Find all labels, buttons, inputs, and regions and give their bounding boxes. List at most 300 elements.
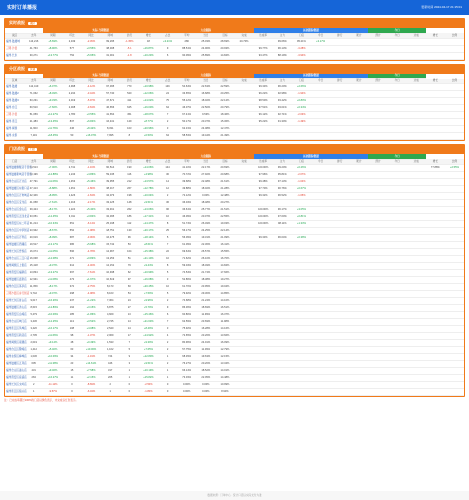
table-cell bbox=[426, 241, 445, 248]
column-header[interactable]: 同比 bbox=[82, 159, 101, 164]
column-header[interactable]: 排行 bbox=[330, 79, 349, 84]
column-header[interactable]: 主力 bbox=[273, 79, 292, 84]
table-row[interactable] bbox=[5, 199, 464, 206]
column-header[interactable]: 完成 bbox=[235, 159, 254, 164]
table-cell bbox=[445, 297, 464, 304]
row-name[interactable]: 福州永泰区樟城店 bbox=[5, 353, 24, 360]
column-header[interactable]: 达成 bbox=[407, 79, 426, 84]
table-cell bbox=[292, 374, 311, 381]
column-header[interactable]: 会员 bbox=[120, 159, 139, 164]
table-cell: +10.04% bbox=[139, 192, 158, 199]
table-cell: 14.10% bbox=[215, 297, 234, 304]
column-header[interactable]: 主力 bbox=[273, 33, 292, 38]
table-row[interactable] bbox=[5, 290, 464, 297]
row-name[interactable]: 福州闽侯区南通店 bbox=[5, 339, 24, 346]
column-header[interactable]: 门店 bbox=[292, 33, 311, 38]
table-cell: 20.93% bbox=[215, 45, 234, 52]
column-header[interactable]: 当日 bbox=[196, 159, 215, 164]
column-header[interactable]: 当日 bbox=[196, 79, 215, 84]
column-header[interactable]: 占比 bbox=[158, 33, 177, 38]
column-header[interactable]: 增长 bbox=[139, 79, 158, 84]
table-row[interactable] bbox=[5, 283, 464, 290]
table-row[interactable] bbox=[5, 367, 464, 374]
table-cell bbox=[349, 297, 368, 304]
column-header[interactable]: 环比 bbox=[62, 33, 81, 38]
table-cell bbox=[349, 248, 368, 255]
table-cell bbox=[368, 220, 387, 227]
column-header[interactable]: 战区 bbox=[5, 33, 24, 38]
table-row[interactable] bbox=[5, 98, 464, 105]
column-header[interactable]: 平均 bbox=[177, 33, 196, 38]
table-row[interactable] bbox=[5, 311, 464, 318]
row-name[interactable]: 三明·沙县 bbox=[5, 112, 24, 119]
table-row[interactable] bbox=[5, 325, 464, 332]
column-header[interactable]: 占比 bbox=[158, 159, 177, 164]
table-cell: 34,073 bbox=[101, 192, 120, 199]
table-cell: 2,349 bbox=[62, 38, 81, 45]
table-cell bbox=[235, 262, 254, 269]
table-cell: 20.68% bbox=[215, 171, 234, 178]
column-group: 实际·当期数据 bbox=[43, 28, 158, 33]
row-name[interactable]: 福州闽侯区上街店 bbox=[5, 262, 24, 269]
table-cell: 96.22% bbox=[254, 91, 273, 98]
column-header[interactable]: 增长 bbox=[139, 33, 158, 38]
row-name[interactable]: 福州连江区凤城店 bbox=[5, 325, 24, 332]
table-cell bbox=[254, 374, 273, 381]
table-row[interactable] bbox=[5, 339, 464, 346]
table-cell: 72.65% bbox=[177, 332, 196, 339]
column-header[interactable]: 环比 bbox=[62, 79, 81, 84]
column-header[interactable]: 今日 bbox=[311, 79, 330, 84]
table-cell bbox=[407, 192, 426, 199]
section-tag[interactable]: 门店 bbox=[30, 148, 36, 151]
table-cell bbox=[407, 255, 426, 262]
table-cell bbox=[445, 304, 464, 311]
section-tag[interactable]: 战区 bbox=[30, 22, 36, 25]
column-header[interactable]: 增长 bbox=[139, 159, 158, 164]
table-row[interactable] bbox=[5, 255, 464, 262]
table-cell: 30 bbox=[158, 171, 177, 178]
table-cell: 68.39% bbox=[177, 353, 196, 360]
table-cell: 12,931 bbox=[24, 276, 43, 283]
table-cell: 10 bbox=[158, 213, 177, 220]
column-header[interactable]: 比例 bbox=[445, 159, 464, 164]
table-row[interactable] bbox=[5, 192, 464, 199]
table-row[interactable] bbox=[5, 119, 464, 126]
table-cell: 0 bbox=[120, 381, 139, 388]
row-name[interactable]: 福州长乐区吾悦店 bbox=[5, 248, 24, 255]
column-header[interactable]: 区域 bbox=[5, 79, 24, 84]
column-header[interactable]: 门店 bbox=[5, 159, 24, 164]
table-row[interactable] bbox=[5, 206, 464, 213]
column-header[interactable]: 同期 bbox=[43, 33, 62, 38]
column-header[interactable]: 门店 bbox=[292, 79, 311, 84]
table-cell bbox=[330, 248, 349, 255]
table-cell: 23.95% bbox=[196, 283, 215, 290]
table-cell bbox=[407, 339, 426, 346]
section-tag[interactable]: 区域 bbox=[30, 67, 36, 71]
table-row[interactable] bbox=[5, 91, 464, 98]
column-header[interactable]: 今日 bbox=[388, 79, 407, 84]
column-header[interactable]: 目标 bbox=[215, 33, 234, 38]
table-cell: 88.19% bbox=[273, 52, 292, 59]
column-header[interactable]: 去年 bbox=[24, 159, 43, 164]
column-header[interactable]: 同比 bbox=[82, 33, 101, 38]
column-header[interactable]: 会员 bbox=[120, 79, 139, 84]
table-cell: 97.13% bbox=[273, 178, 292, 185]
section-title: 门店战报 bbox=[9, 146, 25, 152]
table-row[interactable] bbox=[5, 38, 464, 45]
table-cell bbox=[292, 311, 311, 318]
table-row[interactable] bbox=[5, 304, 464, 311]
table-cell: 63 bbox=[62, 346, 81, 353]
row-name[interactable]: 福州仓山区万达店 bbox=[5, 178, 24, 185]
table-cell: 96 bbox=[120, 234, 139, 241]
column-header[interactable]: 同期 bbox=[43, 79, 62, 84]
column-header[interactable]: 今日 bbox=[388, 33, 407, 38]
table-cell bbox=[349, 206, 368, 213]
row-name[interactable]: 福州晋安区东二环店 bbox=[5, 220, 24, 227]
table-cell: 55.12% bbox=[177, 98, 196, 105]
table-row[interactable] bbox=[5, 276, 464, 283]
table-row[interactable] bbox=[5, 84, 464, 91]
column-header[interactable]: 目标 bbox=[215, 79, 234, 84]
table-cell bbox=[445, 126, 464, 133]
table-cell: -1.80% bbox=[139, 388, 158, 395]
table-cell: 14 bbox=[158, 178, 177, 185]
row-name[interactable]: 福州鼓楼区五凤店 bbox=[5, 360, 24, 367]
table-cell: 372 bbox=[62, 283, 81, 290]
row-name[interactable]: 福州台江区鳌峰店 bbox=[5, 346, 24, 353]
column-header[interactable]: 同城 bbox=[101, 33, 120, 38]
column-header[interactable]: 去年 bbox=[24, 79, 43, 84]
column-header[interactable]: 增长 bbox=[426, 159, 445, 164]
table-cell: 18.38% bbox=[196, 276, 215, 283]
table-cell bbox=[235, 199, 254, 206]
table-cell: 1,316 bbox=[62, 199, 81, 206]
table-cell: +13.06% bbox=[139, 206, 158, 213]
table-row[interactable] bbox=[5, 388, 464, 395]
row-name[interactable]: 福州仓山区金山店 bbox=[5, 206, 24, 213]
column-header[interactable]: 增长 bbox=[426, 33, 445, 38]
table-cell bbox=[330, 105, 349, 112]
row-name[interactable]: 福州仓山区城门店 bbox=[5, 318, 24, 325]
table-cell: 5 bbox=[158, 234, 177, 241]
table-cell: 21.28% bbox=[215, 185, 234, 192]
table-cell bbox=[273, 304, 292, 311]
column-header[interactable]: 完成 bbox=[235, 79, 254, 84]
column-header[interactable]: 累计 bbox=[349, 33, 368, 38]
column-header[interactable]: 去年 bbox=[24, 33, 43, 38]
row-name[interactable]: 福州仓山区万科店 bbox=[5, 234, 24, 241]
table-cell bbox=[445, 367, 464, 374]
table-cell bbox=[388, 367, 407, 374]
row-name[interactable]: 福州连江区琯头店 bbox=[5, 388, 24, 395]
row-name[interactable]: 福州长乐区首占店 bbox=[5, 297, 24, 304]
row-name[interactable]: 福州·闽侯 bbox=[5, 126, 24, 133]
row-name[interactable]: 福州鼓楼新城店专营店 bbox=[5, 171, 24, 178]
table-row[interactable] bbox=[5, 318, 464, 325]
column-header[interactable]: 达成 bbox=[407, 33, 426, 38]
table-cell: 3 bbox=[120, 360, 139, 367]
table-cell bbox=[445, 255, 464, 262]
table-cell: 3,011 bbox=[62, 213, 81, 220]
column-header[interactable]: 同期 bbox=[43, 159, 62, 164]
table-cell bbox=[426, 119, 445, 126]
table-cell bbox=[445, 119, 464, 126]
table-cell: 3,436 bbox=[24, 318, 43, 325]
table-row[interactable] bbox=[5, 262, 464, 269]
table-cell: 1 bbox=[158, 374, 177, 381]
table-cell bbox=[292, 353, 311, 360]
table-cell bbox=[311, 185, 330, 192]
column-header[interactable]: 累计 bbox=[349, 159, 368, 164]
table-cell: 26.10% bbox=[196, 255, 215, 262]
table-row[interactable] bbox=[5, 381, 464, 388]
column-header[interactable]: 完成 bbox=[235, 33, 254, 38]
column-header[interactable]: 平均 bbox=[177, 159, 196, 164]
table-cell: 205 bbox=[101, 374, 120, 381]
table-cell: 687 bbox=[62, 234, 81, 241]
row-name[interactable]: 福州晋安区福新店 bbox=[5, 269, 24, 276]
column-header[interactable]: 同比 bbox=[82, 79, 101, 84]
table-cell bbox=[407, 381, 426, 388]
table-cell bbox=[349, 234, 368, 241]
table-cell bbox=[330, 206, 349, 213]
table-cell bbox=[426, 297, 445, 304]
table-cell: 577 bbox=[62, 45, 81, 52]
table-cell: -1.35% bbox=[120, 38, 139, 45]
table-cell: 100.00% bbox=[254, 213, 273, 220]
table-row[interactable] bbox=[5, 213, 464, 220]
row-name[interactable]: 福州·台江 bbox=[5, 105, 24, 112]
row-name[interactable]: 福州晋安区宦溪店 bbox=[5, 374, 24, 381]
table-cell: 837 bbox=[62, 119, 81, 126]
table-cell bbox=[254, 318, 273, 325]
table-cell: 8 bbox=[158, 220, 177, 227]
table-row[interactable] bbox=[5, 133, 464, 140]
table-cell: 112,419 bbox=[24, 84, 43, 91]
column-header[interactable]: 主力 bbox=[273, 159, 292, 164]
table-cell: 61.09% bbox=[177, 241, 196, 248]
table-cell: 22.36% bbox=[196, 241, 215, 248]
column-header[interactable]: 达成率 bbox=[254, 33, 273, 38]
table-cell bbox=[235, 332, 254, 339]
table-cell: 6 bbox=[158, 52, 177, 59]
column-header[interactable]: 目标 bbox=[215, 159, 234, 164]
table-cell: +7.58% bbox=[82, 367, 101, 374]
table-cell: 2,234 bbox=[62, 91, 81, 98]
table-cell bbox=[311, 374, 330, 381]
row-name[interactable]: 福州晋安区岳峰店 bbox=[5, 311, 24, 318]
row-name[interactable]: 福州·鼓楼2 bbox=[5, 91, 24, 98]
table-cell bbox=[311, 84, 330, 91]
column-header[interactable]: 同城 bbox=[101, 79, 120, 84]
row-name[interactable]: 福州鼓楼区东街口店 bbox=[5, 185, 24, 192]
table-cell bbox=[445, 332, 464, 339]
table-cell: 74.54% bbox=[177, 269, 196, 276]
table-cell: 59.04% bbox=[177, 262, 196, 269]
column-header[interactable]: 同城 bbox=[101, 159, 120, 164]
column-header[interactable]: 达成率 bbox=[254, 79, 273, 84]
table-cell bbox=[426, 311, 445, 318]
table-row[interactable] bbox=[5, 178, 464, 185]
row-name[interactable]: 福州台江区万象城店 bbox=[5, 192, 24, 199]
row-name[interactable]: 福州仓山区三江口店 bbox=[5, 255, 24, 262]
row-name[interactable]: 福州·鼓楼城 bbox=[5, 38, 24, 45]
table-cell bbox=[330, 126, 349, 133]
table-cell: 25.89% bbox=[196, 52, 215, 59]
table-cell bbox=[330, 297, 349, 304]
table-cell: 16,475 bbox=[101, 234, 120, 241]
table-row[interactable] bbox=[5, 171, 464, 178]
table-row[interactable] bbox=[5, 346, 464, 353]
table-cell: +3.17% bbox=[311, 38, 330, 45]
table-cell bbox=[235, 290, 254, 297]
column-header[interactable]: 今日 bbox=[311, 159, 330, 164]
row-name[interactable]: 福州鼓楼区西湖店 bbox=[5, 241, 24, 248]
table-cell: 79.92% bbox=[177, 290, 196, 297]
table-cell: +20.96% bbox=[139, 126, 158, 133]
table-cell: 2 bbox=[158, 360, 177, 367]
row-name[interactable]: 福州·鼓楼 bbox=[5, 84, 24, 91]
table-cell bbox=[426, 304, 445, 311]
column-header[interactable]: 今日 bbox=[311, 33, 330, 38]
table-row[interactable] bbox=[5, 332, 464, 339]
row-name[interactable]: 三明·沙县 bbox=[5, 45, 24, 52]
table-cell bbox=[407, 52, 426, 59]
row-name[interactable]: 福州鼓楼旗舰店专营店 bbox=[5, 164, 24, 171]
table-cell: 7,119 bbox=[24, 133, 43, 140]
column-header[interactable]: 预计 bbox=[368, 33, 387, 38]
table-cell: 23,932 bbox=[24, 227, 43, 234]
table-row[interactable] bbox=[5, 360, 464, 367]
table-cell bbox=[426, 91, 445, 98]
row-name[interactable]: 福州·连江 bbox=[5, 119, 24, 126]
column-header[interactable]: 预计 bbox=[368, 79, 387, 84]
table-row[interactable] bbox=[5, 234, 464, 241]
row-name[interactable]: 福州台江区茶亭店 bbox=[5, 283, 24, 290]
table-row[interactable] bbox=[5, 297, 464, 304]
table-cell: -4.08% bbox=[82, 290, 101, 297]
column-header[interactable]: 比例 bbox=[445, 33, 464, 38]
row-name[interactable]: 福州·鼓楼3 bbox=[5, 98, 24, 105]
table-cell: 4,998 bbox=[62, 84, 81, 91]
table-cell bbox=[235, 248, 254, 255]
row-name[interactable]: 福州台江区宝龙店 bbox=[5, 199, 24, 206]
table-row[interactable] bbox=[5, 269, 464, 276]
column-header[interactable]: 今日 bbox=[388, 159, 407, 164]
column-header[interactable]: 环比 bbox=[62, 159, 81, 164]
column-header[interactable]: 占比 bbox=[158, 79, 177, 84]
table-cell bbox=[330, 133, 349, 140]
table-cell bbox=[273, 311, 292, 318]
row-name[interactable]: 福州仓山区盖山店 bbox=[5, 367, 24, 374]
table-row[interactable] bbox=[5, 227, 464, 234]
table-row[interactable] bbox=[5, 45, 464, 52]
table-cell: 16,431 bbox=[101, 119, 120, 126]
table-cell: +10.34% bbox=[43, 220, 62, 227]
column-header[interactable]: 排行 bbox=[330, 159, 349, 164]
table-cell bbox=[273, 318, 292, 325]
table-cell bbox=[388, 38, 407, 45]
table-row[interactable] bbox=[5, 164, 464, 171]
table-row[interactable] bbox=[5, 52, 464, 59]
column-header[interactable]: 门店 bbox=[292, 159, 311, 164]
table-cell bbox=[426, 52, 445, 59]
table-cell bbox=[388, 164, 407, 171]
row-name[interactable]: 福州台江区中亭街店 bbox=[5, 227, 24, 234]
table-row[interactable] bbox=[5, 248, 464, 255]
table-cell bbox=[330, 192, 349, 199]
table-cell: 23 bbox=[62, 360, 81, 367]
table-cell bbox=[368, 84, 387, 91]
table-row[interactable] bbox=[5, 112, 464, 119]
column-header[interactable]: 会员 bbox=[120, 33, 139, 38]
table-cell: +11.66% bbox=[43, 332, 62, 339]
column-header[interactable]: 累计 bbox=[349, 79, 368, 84]
table-cell bbox=[273, 248, 292, 255]
table-cell bbox=[330, 38, 349, 45]
table-cell bbox=[311, 178, 330, 185]
column-header[interactable]: 排行 bbox=[330, 33, 349, 38]
row-name[interactable]: 福州鼓楼区温泉店 bbox=[5, 276, 24, 283]
row-name[interactable]: 福州鼓楼区洪山店 bbox=[5, 304, 24, 311]
table-row[interactable] bbox=[5, 126, 464, 133]
table-cell bbox=[254, 126, 273, 133]
row-name[interactable]: 福州晋安区五四北店 bbox=[5, 213, 24, 220]
table-row[interactable] bbox=[5, 105, 464, 112]
row-name[interactable]: 三明沙县区步行街店 bbox=[5, 290, 24, 297]
table-cell: -3.28% bbox=[292, 45, 311, 52]
row-name[interactable]: 福州·长乐 bbox=[5, 52, 24, 59]
column-header[interactable]: 达成 bbox=[407, 159, 426, 164]
table-cell: 1,780 bbox=[62, 112, 81, 119]
table-cell: 51.74% bbox=[177, 220, 196, 227]
table-row[interactable] bbox=[5, 241, 464, 248]
table-cell bbox=[388, 241, 407, 248]
table-cell bbox=[235, 311, 254, 318]
table-cell: 22.05% bbox=[196, 374, 215, 381]
row-name[interactable]: 福州长乐区文岭店 bbox=[5, 381, 24, 388]
table-cell bbox=[292, 248, 311, 255]
table-cell: 97 bbox=[120, 276, 139, 283]
table-cell bbox=[426, 213, 445, 220]
table-row[interactable] bbox=[5, 185, 464, 192]
column-header[interactable]: 达成率 bbox=[254, 159, 273, 164]
table-cell: -8.69% bbox=[82, 381, 101, 388]
table-row[interactable] bbox=[5, 220, 464, 227]
table-cell bbox=[349, 98, 368, 105]
table-cell: 60 bbox=[120, 283, 139, 290]
table-cell bbox=[330, 290, 349, 297]
table-cell: +18.14% bbox=[139, 234, 158, 241]
table-cell bbox=[349, 192, 368, 199]
column-header[interactable]: 增长 bbox=[426, 79, 445, 84]
row-name[interactable]: 福州·永泰 bbox=[5, 133, 24, 140]
table-cell: +1.22% bbox=[82, 297, 101, 304]
table-cell: 16.41% bbox=[215, 241, 234, 248]
table-row[interactable] bbox=[5, 374, 464, 381]
table-cell: +17.31% bbox=[139, 213, 158, 220]
column-header[interactable]: 当日 bbox=[196, 33, 215, 38]
column-header[interactable]: 比例 bbox=[445, 79, 464, 84]
table-cell bbox=[349, 45, 368, 52]
row-name[interactable]: 福州晋安区新店店 bbox=[5, 332, 24, 339]
column-header[interactable]: 预计 bbox=[368, 159, 387, 164]
column-header[interactable]: 平均 bbox=[177, 79, 196, 84]
table-row[interactable] bbox=[5, 353, 464, 360]
